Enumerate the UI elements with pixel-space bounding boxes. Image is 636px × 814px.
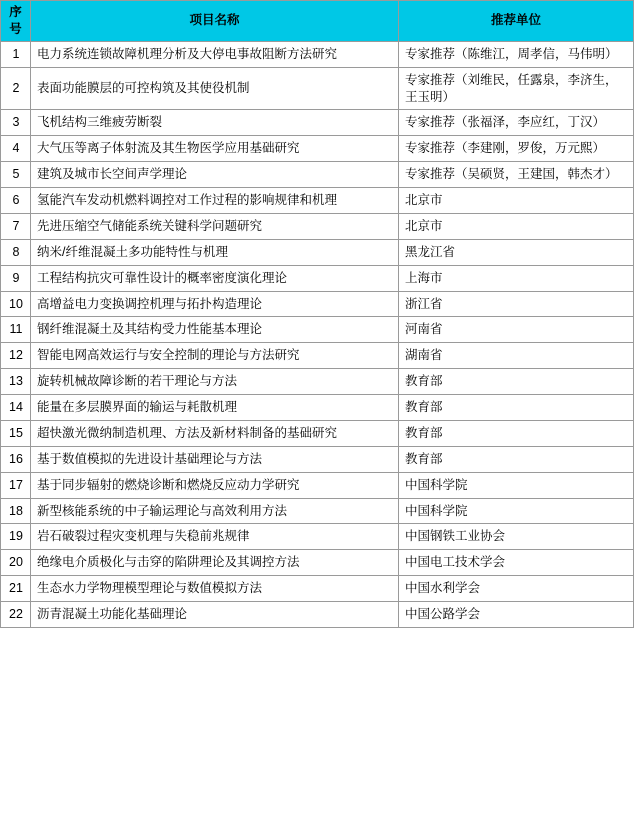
row-project-name: 钢纤维混凝土及其结构受力性能基本理论 [31,317,399,343]
table-header-row [1,1,634,42]
row-project-name: 大气压等离子体射流及其生物医学应用基础研究 [31,136,399,162]
row-project-name: 氢能汽车发动机燃料调控对工作过程的影响规律和机理 [31,188,399,214]
row-index: 19 [1,524,31,550]
table-row [1,265,634,291]
table-row [1,472,634,498]
row-recommending-unit: 北京市 [399,213,634,239]
table-row [1,420,634,446]
table-row [1,213,634,239]
row-recommending-unit: 河南省 [399,317,634,343]
table-row [1,576,634,602]
row-project-name: 能量在多层膜界面的输运与耗散机理 [31,395,399,421]
row-recommending-unit: 湖南省 [399,343,634,369]
row-index: 15 [1,420,31,446]
table-row [1,369,634,395]
column-header-project-name: 项目名称 [31,1,399,42]
row-recommending-unit: 中国钢铁工业协会 [399,524,634,550]
row-index: 7 [1,213,31,239]
row-recommending-unit: 上海市 [399,265,634,291]
row-project-name: 飞机结构三维疲劳断裂 [31,110,399,136]
row-recommending-unit: 中国科学院 [399,498,634,524]
row-project-name: 纳米/纤维混凝土多功能特性与机理 [31,239,399,265]
table-row [1,550,634,576]
row-recommending-unit: 中国公路学会 [399,602,634,628]
row-project-name: 高增益电力变换调控机理与拓扑构造理论 [31,291,399,317]
table-body [1,41,634,627]
table-row [1,446,634,472]
table-row [1,343,634,369]
table-row [1,67,634,110]
row-index: 16 [1,446,31,472]
table-row [1,524,634,550]
row-index: 13 [1,369,31,395]
row-recommending-unit: 浙江省 [399,291,634,317]
row-project-name: 岩石破裂过程灾变机理与失稳前兆规律 [31,524,399,550]
table-row [1,498,634,524]
row-recommending-unit: 北京市 [399,188,634,214]
table-row [1,41,634,67]
row-index: 21 [1,576,31,602]
table-header [1,1,634,42]
row-recommending-unit: 专家推荐（李建刚，罗俊，万元熙） [399,136,634,162]
table-row [1,395,634,421]
row-index: 6 [1,188,31,214]
row-recommending-unit: 黑龙江省 [399,239,634,265]
row-project-name: 沥青混凝土功能化基础理论 [31,602,399,628]
row-project-name: 超快激光微纳制造机理、方法及新材料制备的基础研究 [31,420,399,446]
table-row [1,602,634,628]
row-project-name: 表面功能膜层的可控构筑及其使役机制 [31,67,399,110]
row-recommending-unit: 教育部 [399,420,634,446]
row-project-name: 先进压缩空气储能系统关键科学问题研究 [31,213,399,239]
row-index: 12 [1,343,31,369]
table-row [1,291,634,317]
row-recommending-unit: 教育部 [399,395,634,421]
row-index: 2 [1,67,31,110]
table-row [1,162,634,188]
row-index: 14 [1,395,31,421]
row-recommending-unit: 专家推荐（吴硕贤，王建国，韩杰才） [399,162,634,188]
row-index: 11 [1,317,31,343]
row-project-name: 建筑及城市长空间声学理论 [31,162,399,188]
row-recommending-unit: 中国水利学会 [399,576,634,602]
row-recommending-unit: 教育部 [399,446,634,472]
row-project-name: 新型核能系统的中子输运理论与高效利用方法 [31,498,399,524]
row-project-name: 电力系统连锁故障机理分析及大停电事故阻断方法研究 [31,41,399,67]
row-recommending-unit: 专家推荐（张福泽，李应红，丁汉） [399,110,634,136]
table-row [1,188,634,214]
row-project-name: 绝缘电介质极化与击穿的陷阱理论及其调控方法 [31,550,399,576]
row-index: 10 [1,291,31,317]
row-index: 5 [1,162,31,188]
row-project-name: 工程结构抗灾可靠性设计的概率密度演化理论 [31,265,399,291]
row-index: 9 [1,265,31,291]
row-index: 17 [1,472,31,498]
row-recommending-unit: 专家推荐（陈维江，周孝信，马伟明） [399,41,634,67]
table-row [1,317,634,343]
row-project-name: 基于同步辐射的燃烧诊断和燃烧反应动力学研究 [31,472,399,498]
row-project-name: 基于数值模拟的先进设计基础理论与方法 [31,446,399,472]
table-row [1,110,634,136]
column-header-recommending-unit: 推荐单位 [399,1,634,42]
row-index: 20 [1,550,31,576]
table-row [1,239,634,265]
row-index: 1 [1,41,31,67]
row-index: 3 [1,110,31,136]
row-project-name: 智能电网高效运行与安全控制的理论与方法研究 [31,343,399,369]
row-recommending-unit: 教育部 [399,369,634,395]
column-header-index: 序号 [1,1,31,42]
row-index: 18 [1,498,31,524]
row-index: 8 [1,239,31,265]
table-row [1,136,634,162]
row-recommending-unit: 专家推荐（刘维民，任露泉，李济生，王玉明） [399,67,634,110]
row-project-name: 生态水力学物理模型理论与数值模拟方法 [31,576,399,602]
row-project-name: 旋转机械故障诊断的若干理论与方法 [31,369,399,395]
row-index: 22 [1,602,31,628]
row-index: 4 [1,136,31,162]
row-recommending-unit: 中国电工技术学会 [399,550,634,576]
row-recommending-unit: 中国科学院 [399,472,634,498]
